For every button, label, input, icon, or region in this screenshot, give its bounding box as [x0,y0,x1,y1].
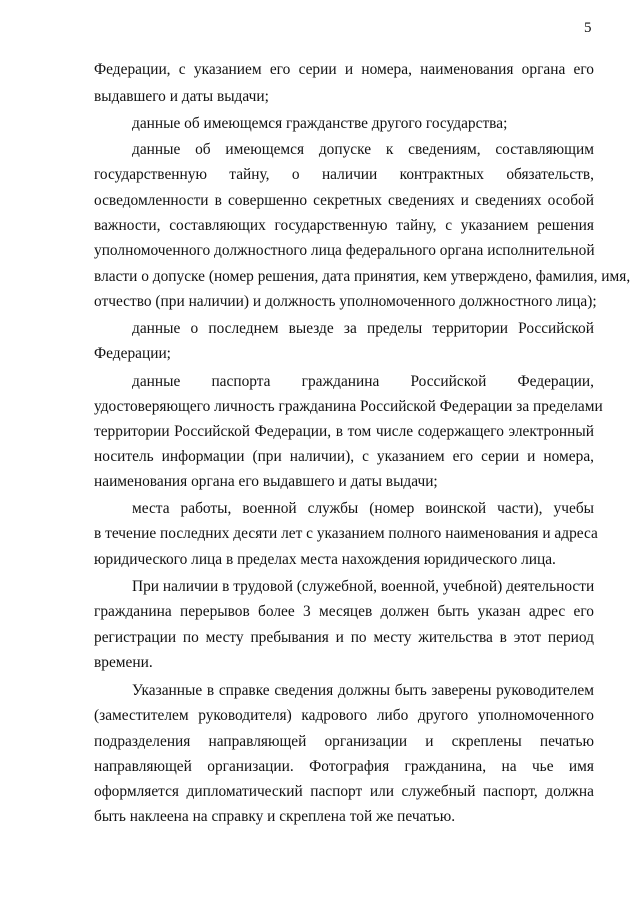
text-line: регистрации по месту пребывания и по месту жительства в этот период [94,629,594,646]
text-line: территории Российской Федерации, в том числе содержащего электронный [94,423,594,440]
text-line: подразделения направляющей организации и скреплены печатью [94,733,594,750]
text-line: данные об имеющемся допуске к сведениям, составляющим [132,141,594,158]
text-line: носитель информации (при наличии), с указанием его серии и номера, [94,448,594,465]
text-line: удостоверяющего личность гражданина Российской Федерации за пределами [94,398,603,415]
text-line: осведомленности в совершенно секретных сведениях и сведениях особой [94,192,594,209]
text-line: быть наклеена на справку и скреплена той же печатью. [94,808,456,825]
text-line: государственную тайну, о наличии контрактных обязательств, [94,166,594,183]
text-line: отчество (при наличии) и должность уполномоченного должностного лица); [94,293,597,310]
text-line: Федерации; [94,345,171,362]
page-number: 5 [584,20,592,36]
text-line: в течение последних десяти лет с указанием полного наименования и адреса [94,525,598,542]
text-line: (заместителем руководителя) кадрового либо другого уполномоченного [94,707,594,724]
text-line: направляющей организации. Фотография гражданина, на чье имя [94,758,594,775]
text-line: данные о последнем выезде за пределы территории Российской [132,320,594,337]
text-line: данные об имеющемся гражданстве другого государства; [132,115,508,132]
text-line: выдавшего и даты выдачи; [94,88,269,105]
text-line: юридического лица в пределах места нахождения юридического лица. [94,551,556,568]
text-line: Указанные в справке сведения должны быть заверены руководителем [132,682,594,699]
text-line: места работы, военной службы (номер воинской части), учебы [132,500,594,517]
text-line: При наличии в трудовой (служебной, военной, учебной) деятельности [132,578,595,595]
text-line: Федерации, с указанием его серии и номера, наименования органа его [94,61,594,78]
text-line: данные паспорта гражданина Российской Федерации, [132,373,594,390]
text-line: наименования органа его выдавшего и даты выдачи; [94,473,438,490]
text-line: гражданина перерывов более 3 месяцев должен быть указан адрес его [94,603,594,620]
text-line: оформляется дипломатический паспорт или служебный паспорт, должна [94,783,594,800]
text-line: времени. [94,654,153,671]
text-line: уполномоченного должностного лица федерального органа исполнительной [94,242,595,259]
text-line: власти о допуске (номер решения, дата принятия, кем утверждено, фамилия, имя, [94,268,631,285]
text-line: важности, составляющих государственную тайну, с указанием решения [94,217,594,234]
